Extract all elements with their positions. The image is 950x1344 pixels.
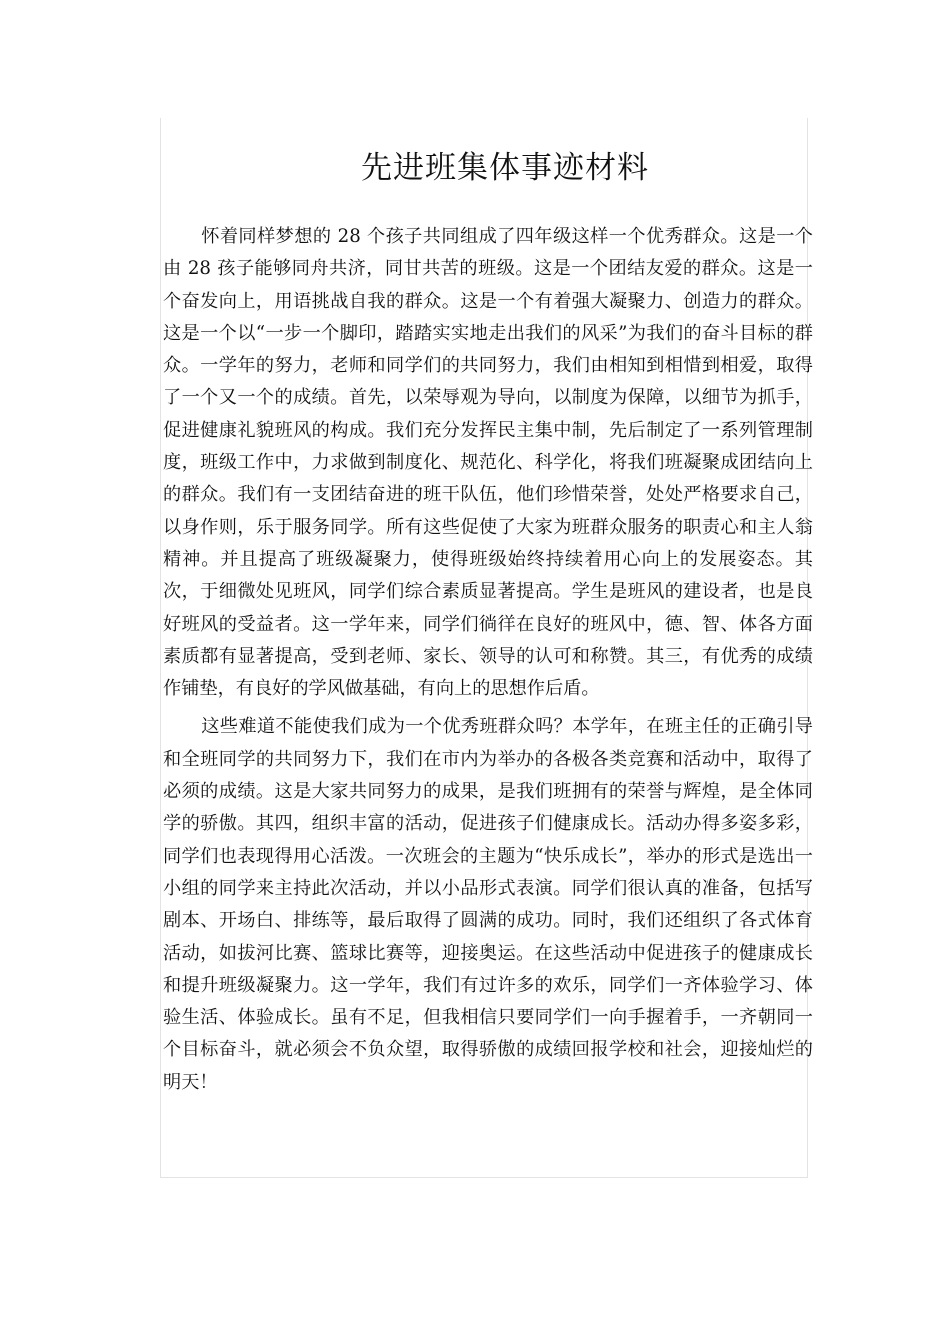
paragraph-1: 怀着同样梦想的 28 个孩子共同组成了四年级这样一个优秀群众。这是一个由 28 孩子能够同舟共济，同甘共苦的班级。这是一个团结友爱的群众。这是一个奋发向上，用语挑战自我的群众。这是一个有着强大凝聚力、创造力的群众。这是一个以“一步一个脚印，踏踏实实地走出我们的风采”为我们的奋斗目标的群众。一学年的努力，老师和同学们的共同努力，我们由相知到相惜到相爱，取得了一个又一个的成绩。首先，以荣辱观为导向，以制度为保障，以细节为抓手，促进健康礼貌班风的构成。我们充分发挥民主集中制，先后制定了一系列管理制度，班级工作中，力求做到制度化、规范化、科学化，将我们班凝聚成团结向上的群众。我们有一支团结奋进的班干队伍，他们珍惜荣誉，处处严格要求自己，以身作则，乐于服务同学。所有这些促使了大家为班群众服务的职责心和主人翁精神。并且提高了班级凝聚力，使得班级始终持续着用心向上的发展姿态。其次，于细微处见班风，同学们综合素质显著提高。学生是班风的建设者，也是良好班风的受益者。这一学年来，同学们徜徉在良好的班风中，德、智、体各方面素质都有显著提高，受到老师、家长、领导的认可和称赞。其三，有优秀的成绩作铺垫，有良好的学风做基础，有向上的思想作后盾。	[163, 226, 813, 700]
document-title: 先进班集体事迹材料	[361, 150, 649, 186]
paragraph-2: 这些难道不能使我们成为一个优秀班群众吗？本学年，在班主任的正确引导和全班同学的共同努力下，我们在市内为举办的各极各类竞赛和活动中，取得了必须的成绩。这是大家共同努力的成果，是我们班拥有的荣誉与辉煌，是全体同学的骄傲。其四，组织丰富的活动，促进孩子们健康成长。活动办得多姿多彩，同学们也表现得用心活泼。一次班会的主题为“快乐成长”，举办的形式是选出一小组的同学来主持此次活动，并以小品形式表演。同学们很认真的准备，包括写剧本、开场白、排练等，最后取得了圆满的成功。同时，我们还组织了各式体育活动，如拔河比赛、篮球比赛等，迎接奥运。在这些活动中促进孩子的健康成长和提升班级凝聚力。这一学年，我们有过许多的欢乐，同学们一齐体验学习、体验生活、体验成长。虽有不足，但我相信只要同学们一向手握着手，一齐朝同一个目标奋斗，就必须会不负众望，取得骄傲的成绩回报学校和社会，迎接灿烂的明天！	[163, 716, 813, 1093]
document-body	[163, 221, 813, 1105]
